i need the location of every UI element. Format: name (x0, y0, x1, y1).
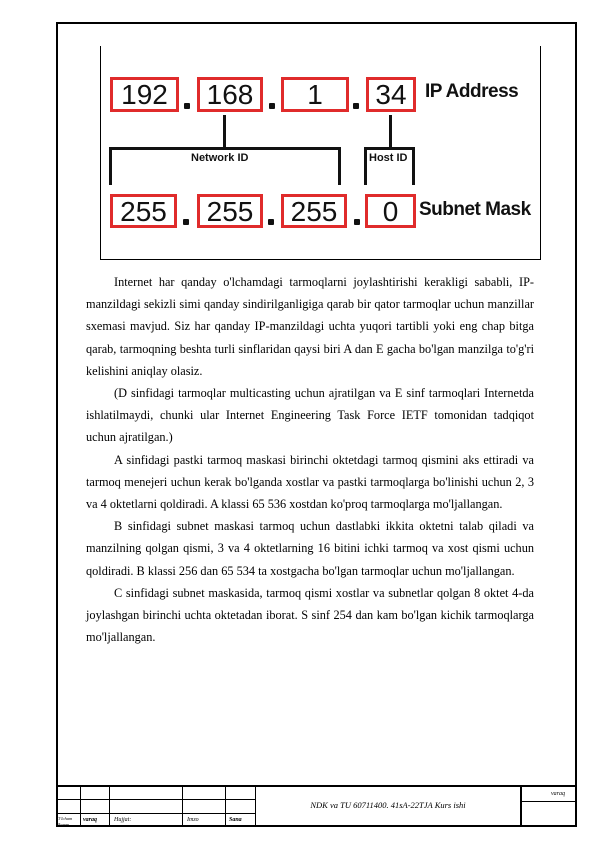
body-text (86, 271, 534, 648)
mask-dot-3 (354, 219, 360, 225)
ip-dot-1 (184, 103, 190, 109)
network-id-label: Network ID (191, 152, 249, 164)
mask-octet-3: 255 (281, 194, 347, 228)
ip-octet-4: 34 (366, 77, 416, 112)
paragraph-1: Internet har qanday o'lchamdagi tarmoqlarni joylashtirishi kerakligi sababli, IP-manzildagi sekizli simi qanday sindirilganligiga qarab bir qator tarmoqlar uchun manzillar sxemasi mavjud. Siz har qanday IP-manzildagi uchta yuqori tartibli yoki eng chap bitga qarab, tarmoqning beshta turli sinflaridan qaysi biri A dan E gacha bo'lgan manzilga to'g'ri kelishini aniqlay olasiz. (86, 275, 534, 378)
mask-dot-1 (183, 219, 189, 225)
stamp-bottom-left: Hamm (57, 822, 69, 827)
ip-octet-1: 192 (110, 77, 179, 112)
network-bracket-left (109, 147, 112, 185)
title-block (56, 785, 577, 827)
paragraph-2: (D sinfidagi tarmoqlar multicasting uchun ajratilgan va E sinf tarmoqlari Internetda ishlatilmaydi, chunki ular Internet Engineering Task Force IETF tomonidan tadqiqot uchun ajratilgan.) (86, 386, 534, 445)
host-bracket-right (412, 147, 415, 185)
network-bracket-top (109, 147, 341, 150)
stamp-imzo: Imzo (187, 817, 199, 823)
stamp-sana: Sana (229, 817, 242, 823)
host-connector (389, 115, 392, 147)
mask-octet-4: 0 (365, 194, 416, 228)
mask-octet-2: 255 (197, 194, 263, 228)
paragraph-3: A sinfidagi pastki tarmoq maskasi birinchi oktetdagi tarmoq qismini aks ettiradi va tarmoq menejeri uchun kerak bo'lganda xostlar va pastki tarmoqlarga bo'linishi uchun 2, 3 va 4 oktetlarni qoldiradi. A klassi 65 536 xostdan ko'proq tarmoqlarga mo'ljallangan. (86, 452, 534, 512)
stamp-varaq: varaq (83, 817, 97, 823)
network-bracket-right (338, 147, 341, 185)
ip-address-label: IP Address (425, 81, 519, 102)
stamp-ozgarish: O'lcham (57, 816, 73, 821)
paragraph-5: C sinfidagi subnet maskasida, tarmoq qismi xostlar va subnetlar qolgan 8 oktet 4-da joylashgan birinchi uchta oktetadan iborat. S sinf 254 dan kam bo'lgan kichik tarmoqlarga mo'ljallangan. (86, 585, 534, 645)
ip-dot-2 (269, 103, 275, 109)
subnet-mask-label: Subnet Mask (419, 199, 531, 220)
mask-dot-2 (268, 219, 274, 225)
network-connector (223, 115, 226, 147)
host-bracket-top (364, 147, 415, 150)
ip-address-figure (100, 46, 541, 260)
stamp-varaq-top: varaq (551, 791, 565, 797)
ip-dot-3 (353, 103, 359, 109)
ip-octet-3: 1 (281, 77, 349, 112)
stamp-hujjat: Hujjat: (114, 817, 132, 823)
mask-octet-1: 255 (110, 194, 177, 228)
host-id-label: Host ID (369, 152, 408, 164)
ip-octet-2: 168 (197, 77, 263, 112)
paragraph-4: B sinfidagi subnet maskasi tarmoq uchun dastlabki ikkita oktetni talab qiladi va manzilning qolgan qismi, 3 va 4 oktetlarning 16 bitini ichki tarmoq va xost qismi uchun qoldiradi. B klassi 256 dan 65 534 ta xostgacha bo'lgan tarmoqlar uchun mo'ljallangan. (86, 519, 534, 578)
host-bracket-left (364, 147, 367, 185)
stamp-title: NDK va TU 60711400. 41sA-22TJA Kurs ishi (310, 800, 466, 810)
